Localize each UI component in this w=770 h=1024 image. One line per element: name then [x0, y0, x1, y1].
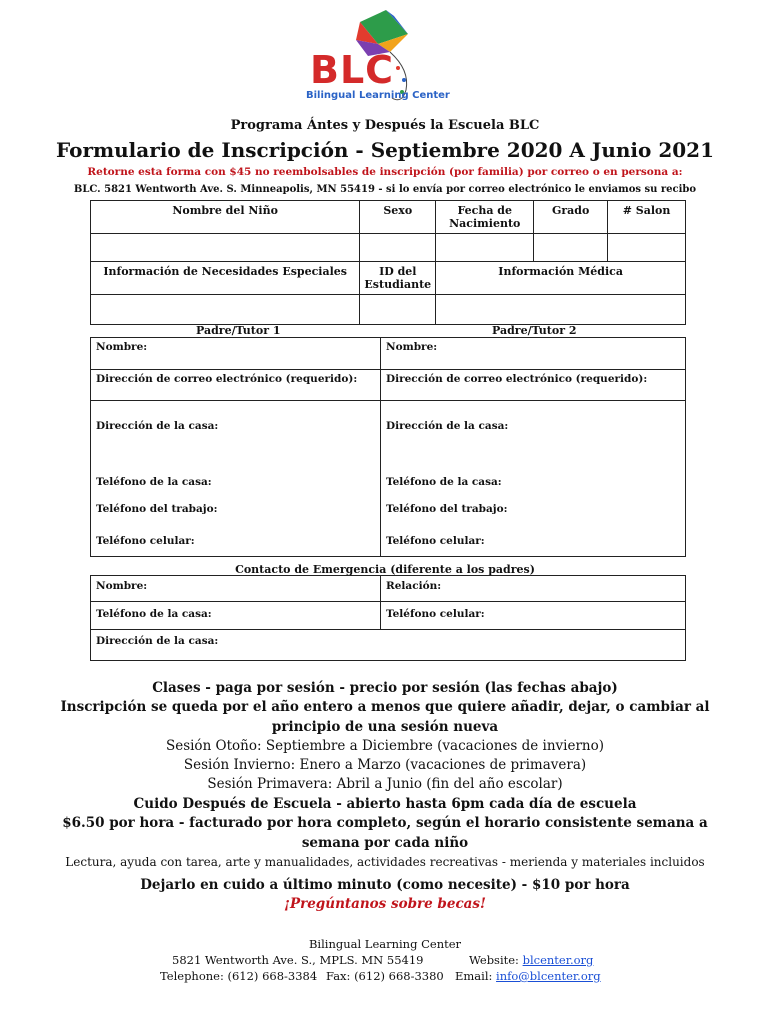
- emergency-home-phone-field[interactable]: Teléfono de la casa:: [96, 608, 212, 620]
- grade-header: Grado: [534, 201, 608, 234]
- parent1-cell-phone-field[interactable]: Teléfono celular:: [96, 535, 195, 547]
- program-title: Programa Ántes y Después la Escuela BLC: [230, 118, 540, 133]
- medical-info-header: Información Médica: [436, 262, 686, 295]
- parent1-title: Padre/Tutor 1: [196, 324, 281, 337]
- parent2-home-phone-field[interactable]: Teléfono de la casa:: [386, 476, 502, 488]
- room-header: # Salon: [608, 201, 686, 234]
- emergency-cell-phone-field[interactable]: Teléfono celular:: [386, 608, 485, 620]
- parent2-title: Padre/Tutor 2: [492, 324, 577, 337]
- dob-field[interactable]: [436, 234, 534, 262]
- last-minute-line: Dejarlo en cuido a último minuto (como necesite) - $10 por hora: [140, 877, 630, 893]
- rate-line: $6.50 por hora - facturado por hora completo, según el horario consistente semana a semana por cada niño: [62, 815, 708, 851]
- sex-field[interactable]: [360, 234, 436, 262]
- parent1-address-field[interactable]: Dirección de la casa:: [96, 420, 219, 432]
- parent2-work-phone-field[interactable]: Teléfono del trabajo:: [386, 503, 508, 515]
- footer-website: Website: blcenter.org: [469, 953, 594, 967]
- parent1-email-field[interactable]: Dirección de correo electrónico (requerido):: [96, 373, 358, 385]
- footer-email: Email: info@blcenter.org: [455, 969, 601, 983]
- blc-logo: [298, 8, 448, 108]
- footer-fax: Fax: (612) 668-3380: [326, 969, 444, 983]
- parent2-name-field[interactable]: Nombre:: [386, 341, 438, 353]
- email-link[interactable]: info@blcenter.org: [496, 969, 601, 983]
- footer-org: Bilingual Learning Center: [308, 937, 462, 951]
- emergency-title: Contacto de Emergencia (diferente a los padres): [235, 563, 535, 576]
- logo-letters: BLC: [310, 48, 395, 92]
- emergency-relation-field[interactable]: Relación:: [386, 580, 442, 592]
- spring-session: Sesión Primavera: Abril a Junio (fin del año escolar): [207, 776, 563, 792]
- care-line: Cuido Después de Escuela - abierto hasta 6pm cada día de escuela: [133, 796, 637, 812]
- footer-address: 5821 Wentworth Ave. S., MPLS. MN 55419: [172, 953, 424, 967]
- address-note: BLC. 5821 Wentworth Ave. S. Minneapolis, MN 55419 - si lo envía por correo electrónico le enviamos su recibo: [73, 184, 697, 195]
- enroll-line: Inscripción se queda por el año entero a menos que quiere añadir, dejar, o cambiar al principio de una sesión nueva: [60, 699, 710, 735]
- parent1-home-phone-field[interactable]: Teléfono de la casa:: [96, 476, 212, 488]
- website-link[interactable]: blcenter.org: [522, 953, 594, 967]
- parent2-email-field[interactable]: Dirección de correo electrónico (requerido):: [386, 373, 648, 385]
- form-title: Formulario de Inscripción - Septiembre 2020 A Junio 2021: [56, 138, 714, 162]
- room-field[interactable]: [608, 234, 686, 262]
- footer-phone: Telephone: (612) 668-3384: [160, 969, 318, 983]
- parent1-name-field[interactable]: Nombre:: [96, 341, 148, 353]
- parent2-address-field[interactable]: Dirección de la casa:: [386, 420, 509, 432]
- child-name-header: Nombre del Niño: [91, 201, 360, 234]
- medical-info-field[interactable]: [436, 295, 686, 325]
- grade-field[interactable]: [534, 234, 608, 262]
- winter-session: Sesión Invierno: Enero a Marzo (vacaciones de primavera): [183, 757, 587, 773]
- parent1-work-phone-field[interactable]: Teléfono del trabajo:: [96, 503, 218, 515]
- dob-header: Fecha de Nacimiento: [436, 201, 534, 234]
- emergency-address-field[interactable]: Dirección de la casa:: [96, 635, 219, 647]
- includes-line: Lectura, ayuda con tarea, arte y manualidades, actividades recreativas - merienda y materiales incluidos: [65, 855, 705, 869]
- scholarship-line: ¡Pregúntanos sobre becas!: [284, 896, 486, 912]
- student-id-header: ID del Estudiante: [360, 262, 436, 295]
- special-needs-field[interactable]: [91, 295, 360, 325]
- special-needs-header: Información de Necesidades Especiales: [91, 262, 360, 295]
- guardians-box: [90, 337, 686, 557]
- sex-header: Sexo: [360, 201, 436, 234]
- fall-session: Sesión Otoño: Septiembre a Diciembre (vacaciones de invierno): [165, 738, 605, 754]
- child-name-field[interactable]: [91, 234, 360, 262]
- return-note: Retorne esta forma con $45 no reembolsables de inscripción (por familia) por correo o en persona a:: [87, 166, 683, 178]
- classes-line: Clases - paga por sesión - precio por sesión (las fechas abajo): [152, 680, 618, 696]
- emergency-name-field[interactable]: Nombre:: [96, 580, 148, 592]
- parent2-cell-phone-field[interactable]: Teléfono celular:: [386, 535, 485, 547]
- student-id-field[interactable]: [360, 295, 436, 325]
- child-info-table: [90, 200, 686, 325]
- logo-tagline: Bilingual Learning Center: [306, 90, 450, 101]
